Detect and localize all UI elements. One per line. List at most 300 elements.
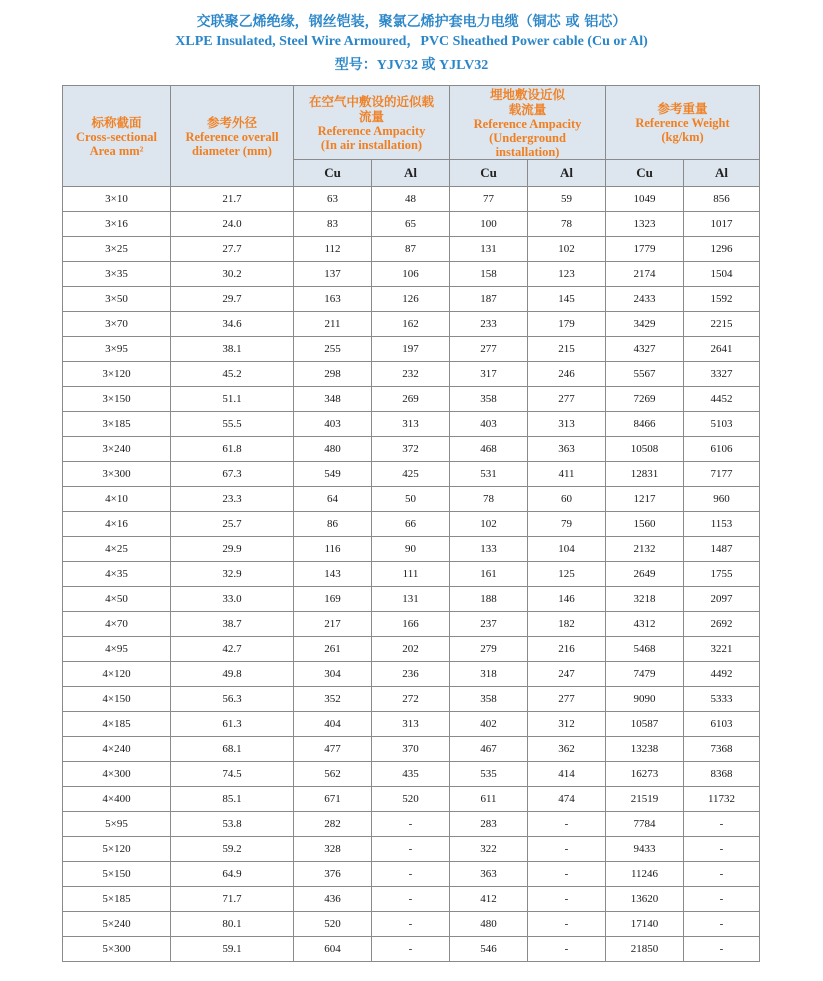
- table-cell: 3221: [684, 637, 760, 662]
- table-cell: 1560: [606, 512, 684, 537]
- table-cell: 12831: [606, 462, 684, 487]
- table-cell: 50: [372, 487, 450, 512]
- header-section-en1: Cross-sectional: [75, 129, 157, 144]
- table-cell: 1217: [606, 487, 684, 512]
- table-cell: 376: [294, 862, 372, 887]
- table-row: [63, 387, 760, 412]
- subheader-ground-cu: Cu: [450, 160, 528, 187]
- table-cell: 480: [450, 912, 528, 937]
- table-cell: 80.1: [171, 912, 294, 937]
- table-cell: 187: [450, 287, 528, 312]
- table-cell: 169: [294, 587, 372, 612]
- table-cell: 856: [684, 187, 760, 212]
- table-cell: 45.2: [171, 362, 294, 387]
- table-cell: 106: [372, 262, 450, 287]
- table-cell: 85.1: [171, 787, 294, 812]
- table-cell: 197: [372, 337, 450, 362]
- table-cell: 7368: [684, 737, 760, 762]
- table-cell: 7784: [606, 812, 684, 837]
- table-cell: 3218: [606, 587, 684, 612]
- table-cell: 3×240: [63, 437, 171, 462]
- table-cell: 25.7: [171, 512, 294, 537]
- table-cell: 317: [450, 362, 528, 387]
- table-cell: 125: [528, 562, 606, 587]
- table-cell: 4×150: [63, 687, 171, 712]
- table-cell: -: [372, 837, 450, 862]
- table-cell: 211: [294, 312, 372, 337]
- table-row: [63, 312, 760, 337]
- subheader-air-cu: Cu: [294, 160, 372, 187]
- table-cell: 282: [294, 812, 372, 837]
- header-diameter-en2: diameter (mm): [192, 143, 272, 158]
- subheader-ground-al: Al: [528, 160, 606, 187]
- table-cell: 29.9: [171, 537, 294, 562]
- table-cell: 1049: [606, 187, 684, 212]
- header-air-en2: (In air installation): [320, 137, 423, 152]
- table-cell: 4×25: [63, 537, 171, 562]
- table-cell: 64.9: [171, 862, 294, 887]
- table-cell: 21.7: [171, 187, 294, 212]
- col-header-air-ampacity: [294, 86, 450, 160]
- table-cell: 4×16: [63, 512, 171, 537]
- table-cell: 215: [528, 337, 606, 362]
- table-cell: 468: [450, 437, 528, 462]
- table-cell: 6106: [684, 437, 760, 462]
- table-cell: 531: [450, 462, 528, 487]
- table-cell: 362: [528, 737, 606, 762]
- table-cell: 9090: [606, 687, 684, 712]
- table-cell: 166: [372, 612, 450, 637]
- table-cell: 520: [372, 787, 450, 812]
- table-cell: 16273: [606, 762, 684, 787]
- table-cell: 71.7: [171, 887, 294, 912]
- table-cell: 520: [294, 912, 372, 937]
- table-row: [63, 412, 760, 437]
- table-cell: 4×240: [63, 737, 171, 762]
- table-cell: 86: [294, 512, 372, 537]
- table-cell: 217: [294, 612, 372, 637]
- table-cell: 322: [450, 837, 528, 862]
- table-cell: 1592: [684, 287, 760, 312]
- table-row: [63, 562, 760, 587]
- table-cell: 3×120: [63, 362, 171, 387]
- table-cell: 60: [528, 487, 606, 512]
- table-cell: 535: [450, 762, 528, 787]
- table-row: [63, 487, 760, 512]
- table-cell: 158: [450, 262, 528, 287]
- table-cell: 145: [528, 287, 606, 312]
- table-cell: 3×10: [63, 187, 171, 212]
- table-cell: 53.8: [171, 812, 294, 837]
- table-cell: 7479: [606, 662, 684, 687]
- table-row: [63, 887, 760, 912]
- table-cell: 2692: [684, 612, 760, 637]
- table-cell: 279: [450, 637, 528, 662]
- table-cell: 5×185: [63, 887, 171, 912]
- table-cell: 246: [528, 362, 606, 387]
- table-cell: 2132: [606, 537, 684, 562]
- table-row: [63, 237, 760, 262]
- table-cell: -: [372, 812, 450, 837]
- table-cell: 403: [450, 412, 528, 437]
- table-cell: 312: [528, 712, 606, 737]
- table-cell: 77: [450, 187, 528, 212]
- table-cell: 4452: [684, 387, 760, 412]
- table-cell: -: [372, 862, 450, 887]
- table-cell: 3327: [684, 362, 760, 387]
- title-chinese: 交联聚乙烯绝缘，钢丝铠装，聚氯乙烯护套电力电缆（铜芯 或 铝芯）: [196, 14, 627, 30]
- col-header-ground-ampacity: [450, 86, 606, 160]
- table-cell: 100: [450, 212, 528, 237]
- col-header-section: [63, 86, 171, 187]
- table-cell: 143: [294, 562, 372, 587]
- table-cell: 10508: [606, 437, 684, 462]
- table-cell: 5103: [684, 412, 760, 437]
- table-cell: -: [684, 912, 760, 937]
- title-english: XLPE Insulated, Steel Wire Armoured，PVC Sheathed Power cable (Cu or Al): [175, 34, 648, 49]
- table-cell: 283: [450, 812, 528, 837]
- table-cell: 116: [294, 537, 372, 562]
- table-cell: 87: [372, 237, 450, 262]
- table-cell: 42.7: [171, 637, 294, 662]
- table-cell: 131: [450, 237, 528, 262]
- table-cell: 112: [294, 237, 372, 262]
- table-cell: -: [684, 937, 760, 962]
- header-ground-cn1: 埋地敷设近似: [490, 86, 566, 102]
- table-cell: 277: [450, 337, 528, 362]
- table-cell: 1017: [684, 212, 760, 237]
- table-cell: 313: [372, 712, 450, 737]
- table-cell: 304: [294, 662, 372, 687]
- table-cell: 11246: [606, 862, 684, 887]
- table-cell: 4×35: [63, 562, 171, 587]
- table-cell: 477: [294, 737, 372, 762]
- header-air-cn1: 在空气中敷设的近似载: [309, 93, 435, 109]
- table-cell: 2215: [684, 312, 760, 337]
- table-cell: 5×95: [63, 812, 171, 837]
- table-cell: -: [528, 812, 606, 837]
- table-cell: 10587: [606, 712, 684, 737]
- table-cell: 146: [528, 587, 606, 612]
- table-cell: 1153: [684, 512, 760, 537]
- table-cell: 604: [294, 937, 372, 962]
- header-diameter-en1: Reference overall: [185, 129, 279, 144]
- table-row: [63, 737, 760, 762]
- table-cell: 358: [450, 387, 528, 412]
- header-section-en2: Area mm²: [89, 143, 144, 158]
- table-row: [63, 837, 760, 862]
- header-air-cn2: 流量: [359, 108, 385, 124]
- table-cell: 372: [372, 437, 450, 462]
- table-cell: 4×120: [63, 662, 171, 687]
- table-cell: 255: [294, 337, 372, 362]
- table-cell: 404: [294, 712, 372, 737]
- table-row: [63, 462, 760, 487]
- table-cell: 562: [294, 762, 372, 787]
- table-cell: 370: [372, 737, 450, 762]
- table-row: [63, 912, 760, 937]
- table-cell: 23.3: [171, 487, 294, 512]
- header-ground-en3: installation): [495, 144, 560, 159]
- table-row: [63, 287, 760, 312]
- table-cell: 161: [450, 562, 528, 587]
- table-row: [63, 262, 760, 287]
- table-cell: 61.8: [171, 437, 294, 462]
- header-section-cn: 标称截面: [91, 114, 142, 130]
- table-cell: 67.3: [171, 462, 294, 487]
- table-cell: 30.2: [171, 262, 294, 287]
- table-cell: 90: [372, 537, 450, 562]
- table-cell: 32.9: [171, 562, 294, 587]
- table-cell: 4327: [606, 337, 684, 362]
- table-cell: 3×25: [63, 237, 171, 262]
- table-cell: 188: [450, 587, 528, 612]
- table-cell: 3×35: [63, 262, 171, 287]
- table-cell: -: [372, 887, 450, 912]
- table-cell: 4×300: [63, 762, 171, 787]
- table-cell: -: [528, 912, 606, 937]
- table-cell: 163: [294, 287, 372, 312]
- table-cell: 216: [528, 637, 606, 662]
- table-row: [63, 612, 760, 637]
- table-cell: 414: [528, 762, 606, 787]
- subheader-weight-al: Al: [684, 160, 760, 187]
- table-row: [63, 637, 760, 662]
- table-cell: 78: [528, 212, 606, 237]
- table-cell: 298: [294, 362, 372, 387]
- table-cell: 68.1: [171, 737, 294, 762]
- table-cell: 5×120: [63, 837, 171, 862]
- table-cell: 59: [528, 187, 606, 212]
- table-cell: -: [372, 937, 450, 962]
- table-cell: 411: [528, 462, 606, 487]
- table-cell: 79: [528, 512, 606, 537]
- table-cell: -: [684, 837, 760, 862]
- table-cell: 4492: [684, 662, 760, 687]
- table-cell: 4×185: [63, 712, 171, 737]
- table-cell: 27.7: [171, 237, 294, 262]
- table-cell: 13238: [606, 737, 684, 762]
- table-cell: 435: [372, 762, 450, 787]
- table-cell: 179: [528, 312, 606, 337]
- table-cell: -: [528, 937, 606, 962]
- table-row: [63, 937, 760, 962]
- table-cell: 9433: [606, 837, 684, 862]
- table-row: [63, 862, 760, 887]
- subheader-weight-cu: Cu: [606, 160, 684, 187]
- table-cell: 261: [294, 637, 372, 662]
- table-cell: 33.0: [171, 587, 294, 612]
- table-cell: 21850: [606, 937, 684, 962]
- table-cell: 1487: [684, 537, 760, 562]
- table-row: [63, 512, 760, 537]
- header-ground-cn2: 载流量: [508, 101, 547, 117]
- table-row: [63, 787, 760, 812]
- table-cell: 1779: [606, 237, 684, 262]
- table-cell: 247: [528, 662, 606, 687]
- table-cell: 66: [372, 512, 450, 537]
- table-cell: 202: [372, 637, 450, 662]
- table-cell: 1323: [606, 212, 684, 237]
- table-cell: 4×400: [63, 787, 171, 812]
- table-cell: 51.1: [171, 387, 294, 412]
- table-row: [63, 437, 760, 462]
- header-air-en1: Reference Ampacity: [317, 123, 426, 138]
- table-cell: 277: [528, 687, 606, 712]
- subheader-air-al: Al: [372, 160, 450, 187]
- table-cell: 7177: [684, 462, 760, 487]
- table-cell: 4312: [606, 612, 684, 637]
- header-diameter-cn: 参考外径: [206, 114, 257, 130]
- table-cell: 4×95: [63, 637, 171, 662]
- table-cell: 38.7: [171, 612, 294, 637]
- header-weight-cn: 参考重量: [657, 101, 708, 116]
- table-cell: 3×16: [63, 212, 171, 237]
- table-row: [63, 662, 760, 687]
- table-cell: 56.3: [171, 687, 294, 712]
- table-cell: 3×95: [63, 337, 171, 362]
- table-cell: 549: [294, 462, 372, 487]
- table-cell: 402: [450, 712, 528, 737]
- table-cell: 436: [294, 887, 372, 912]
- table-cell: 133: [450, 537, 528, 562]
- table-cell: 480: [294, 437, 372, 462]
- table-cell: 3×50: [63, 287, 171, 312]
- table-cell: 34.6: [171, 312, 294, 337]
- table-row: [63, 212, 760, 237]
- table-cell: 2174: [606, 262, 684, 287]
- table-cell: 5×300: [63, 937, 171, 962]
- table-cell: 24.0: [171, 212, 294, 237]
- table-cell: 104: [528, 537, 606, 562]
- table-cell: 272: [372, 687, 450, 712]
- table-cell: 363: [450, 862, 528, 887]
- header-weight-en2: (kg/km): [661, 130, 704, 144]
- table-cell: 8466: [606, 412, 684, 437]
- table-cell: 49.8: [171, 662, 294, 687]
- table-cell: 102: [450, 512, 528, 537]
- table-cell: 29.7: [171, 287, 294, 312]
- table-cell: 277: [528, 387, 606, 412]
- table-cell: 318: [450, 662, 528, 687]
- table-cell: 546: [450, 937, 528, 962]
- table-cell: 412: [450, 887, 528, 912]
- table-cell: -: [684, 887, 760, 912]
- table-cell: 5567: [606, 362, 684, 387]
- table-cell: 232: [372, 362, 450, 387]
- table-cell: -: [528, 837, 606, 862]
- table-cell: 59.2: [171, 837, 294, 862]
- table-cell: 3×150: [63, 387, 171, 412]
- header-ground-en2: (Underground: [489, 130, 566, 145]
- table-cell: 328: [294, 837, 372, 862]
- table-cell: 5×150: [63, 862, 171, 887]
- table-cell: 137: [294, 262, 372, 287]
- table-row: [63, 762, 760, 787]
- table-cell: 233: [450, 312, 528, 337]
- table-cell: 17140: [606, 912, 684, 937]
- table-cell: -: [684, 812, 760, 837]
- table-cell: 65: [372, 212, 450, 237]
- table-cell: 960: [684, 487, 760, 512]
- table-cell: 313: [372, 412, 450, 437]
- table-cell: 4×50: [63, 587, 171, 612]
- table-cell: 8368: [684, 762, 760, 787]
- table-cell: 59.1: [171, 937, 294, 962]
- table-cell: 182: [528, 612, 606, 637]
- table-cell: 2641: [684, 337, 760, 362]
- table-cell: 6103: [684, 712, 760, 737]
- table-cell: 348: [294, 387, 372, 412]
- table-cell: 11732: [684, 787, 760, 812]
- table-cell: 1504: [684, 262, 760, 287]
- table-cell: 5468: [606, 637, 684, 662]
- table-cell: 313: [528, 412, 606, 437]
- table-cell: 63: [294, 187, 372, 212]
- table-cell: 467: [450, 737, 528, 762]
- table-row: [63, 187, 760, 212]
- table-cell: 102: [528, 237, 606, 262]
- table-cell: 2433: [606, 287, 684, 312]
- table-cell: 21519: [606, 787, 684, 812]
- table-cell: 3×300: [63, 462, 171, 487]
- table-row: [63, 587, 760, 612]
- table-cell: 358: [450, 687, 528, 712]
- table-cell: 3×185: [63, 412, 171, 437]
- table-cell: -: [684, 862, 760, 887]
- table-cell: 3429: [606, 312, 684, 337]
- col-header-weight: [606, 86, 760, 160]
- table-cell: 5333: [684, 687, 760, 712]
- table-cell: 2649: [606, 562, 684, 587]
- table-cell: 7269: [606, 387, 684, 412]
- table-cell: 61.3: [171, 712, 294, 737]
- table-row: [63, 537, 760, 562]
- table-cell: 13620: [606, 887, 684, 912]
- table-cell: -: [528, 862, 606, 887]
- table-header: [63, 86, 760, 187]
- table-cell: 131: [372, 587, 450, 612]
- title-block: [0, 12, 823, 76]
- table-cell: 2097: [684, 587, 760, 612]
- table-row: [63, 362, 760, 387]
- table-cell: 83: [294, 212, 372, 237]
- table-cell: 48: [372, 187, 450, 212]
- table-cell: 4×10: [63, 487, 171, 512]
- table-cell: 269: [372, 387, 450, 412]
- header-ground-en1: Reference Ampacity: [473, 116, 582, 131]
- table-row: [63, 687, 760, 712]
- table-cell: 611: [450, 787, 528, 812]
- table-row: [63, 712, 760, 737]
- table-cell: 1755: [684, 562, 760, 587]
- table-cell: -: [528, 887, 606, 912]
- table-cell: 5×240: [63, 912, 171, 937]
- table-cell: 162: [372, 312, 450, 337]
- table-cell: 111: [372, 562, 450, 587]
- cable-spec-table: [62, 85, 760, 962]
- table-row: [63, 337, 760, 362]
- table-row: [63, 812, 760, 837]
- table-cell: 38.1: [171, 337, 294, 362]
- table-cell: 126: [372, 287, 450, 312]
- table-cell: 78: [450, 487, 528, 512]
- table-cell: 1296: [684, 237, 760, 262]
- table-cell: 3×70: [63, 312, 171, 337]
- header-weight-en1: Reference Weight: [635, 116, 730, 130]
- table-cell: 425: [372, 462, 450, 487]
- table-cell: 74.5: [171, 762, 294, 787]
